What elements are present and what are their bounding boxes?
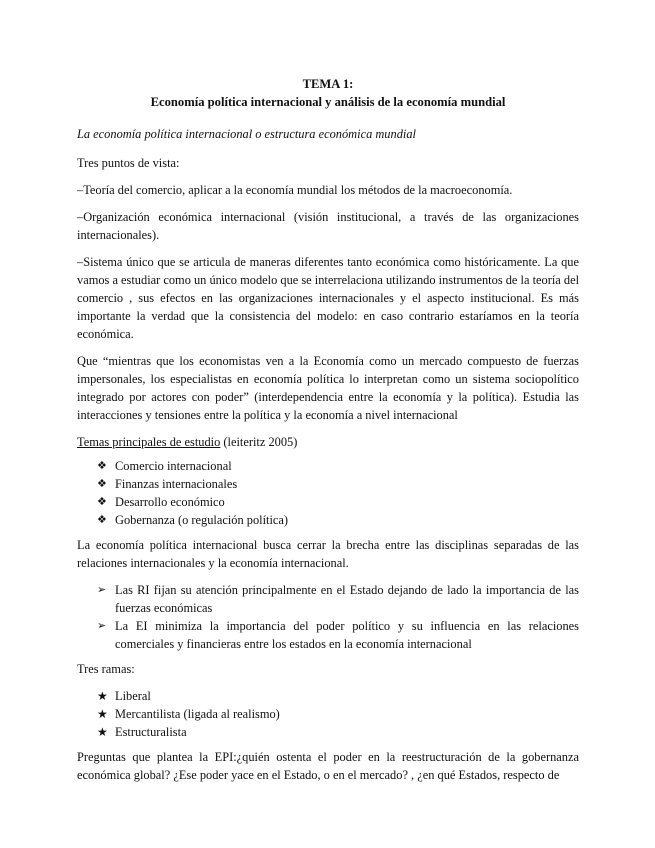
paragraph-sistema: –Sistema único que se articula de maneras diferentes tanto económica como históricamente. La que vamos a estudiar como un único modelo que se interrelaciona utilizando instrumentos de la teoría del comercio , sus efectos en las organizaciones internacionales y el aspecto institucional. Es más importante la verdad que la consistencia del modelo: en caso contrario estaríamos en la teoría económica. <box>77 255 580 341</box>
list-item-text: Las RI fijan su atención principalmente en el Estado dejando de lado la importancia de las fuerzas económicas <box>115 583 579 615</box>
star-bullet-icon: ★ <box>97 707 108 721</box>
document-content <box>77 76 579 793</box>
title-line-2: Economía política internacional y análisis de la economía mundial <box>150 94 506 109</box>
disciplines-list <box>77 581 579 653</box>
temas-list <box>77 457 579 529</box>
paragraph-preguntas: Preguntas que plantea la EPI:¿quién ostenta el poder en la reestructuración de la gobernanza económica global? ¿Ese poder yace en el Estado, o en el mercado? , ¿en qué Estados, respecto de <box>77 750 579 782</box>
temas-source: (leiteritz 2005) <box>220 435 298 449</box>
list-item-text: Comercio internacional <box>115 459 232 473</box>
star-bullet-icon: ★ <box>97 689 108 703</box>
temas-heading-line <box>77 433 579 451</box>
list-item-text: Liberal <box>115 689 151 703</box>
list-item-text: Estructuralista <box>115 725 187 739</box>
list-item-text: Desarrollo económico <box>115 495 225 509</box>
list-item <box>77 617 579 653</box>
diamond-bullet-icon: ❖ <box>97 495 107 508</box>
list-item <box>77 457 579 475</box>
list-item <box>77 493 579 511</box>
ramas-list <box>77 687 579 741</box>
paragraph-teoria: –Teoría del comercio, aplicar a la economía mundial los métodos de la macroeconomía. <box>77 183 513 197</box>
diamond-bullet-icon: ❖ <box>97 513 107 526</box>
paragraph-brecha: La economía política internacional busca cerrar la brecha entre las disciplinas separadas de las relaciones internacionales y la economía internacional. <box>77 538 579 570</box>
list-item-text: Mercantilista (ligada al realismo) <box>115 707 280 721</box>
diamond-bullet-icon: ❖ <box>97 477 107 490</box>
diamond-bullet-icon: ❖ <box>97 459 107 472</box>
document-title <box>77 76 579 111</box>
list-item <box>77 511 579 529</box>
section-subtitle: La economía política internacional o estructura económica mundial <box>77 127 416 141</box>
list-item <box>77 723 579 741</box>
title-line-1: TEMA 1: <box>302 77 354 91</box>
paragraph-tres-puntos: Tres puntos de vista: <box>77 156 180 170</box>
star-bullet-icon: ★ <box>97 725 108 739</box>
list-item-text: Finanzas internacionales <box>115 477 238 491</box>
arrow-bullet-icon: ➢ <box>97 619 107 632</box>
list-item <box>77 581 579 617</box>
paragraph-organizacion: –Organización económica internacional (visión institucional, a través de las organizaciones internacionales). <box>77 210 579 242</box>
list-item <box>77 687 579 705</box>
list-item-text: Gobernanza (o regulación política) <box>115 513 289 527</box>
paragraph-tres-ramas: Tres ramas: <box>77 662 135 676</box>
temas-heading: Temas principales de estudio <box>77 435 221 449</box>
paragraph-quote: Que “mientras que los economistas ven a la Economía como un mercado compuesto de fuerzas impersonales, los especialistas en economía política lo interpretan como un sistema sociopolítico integrado por actores con poder” (interdependencia entre la economía y la política). Estudia las interacciones y tensiones entre la política y la economía a nivel internacional <box>77 354 579 422</box>
list-item <box>77 705 579 723</box>
arrow-bullet-icon: ➢ <box>97 583 107 596</box>
list-item <box>77 475 579 493</box>
list-item-text: La EI minimiza la importancia del poder político y su influencia en las relaciones comerciales y financieras entre los estados en la economía internacional <box>115 619 579 651</box>
